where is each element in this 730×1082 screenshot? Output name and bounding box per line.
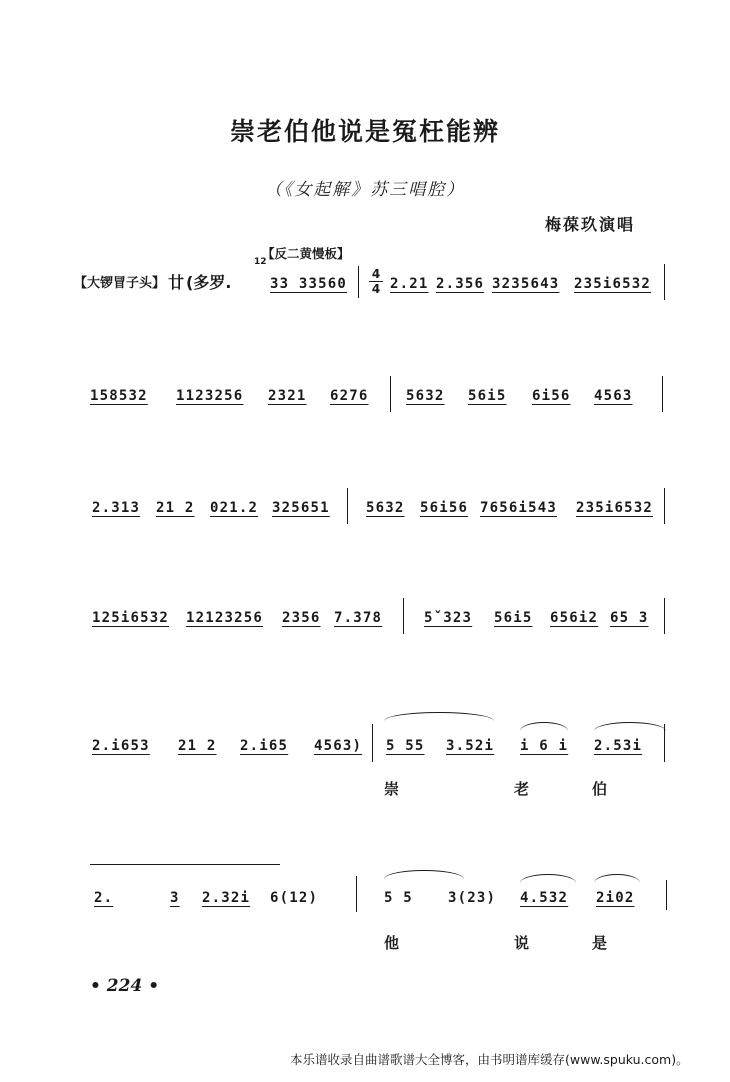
lyric: 说	[514, 934, 530, 952]
note-group: 2.i653	[92, 738, 150, 754]
note-group: 5ˇ323	[424, 610, 473, 626]
note-group: 2.356	[436, 276, 485, 292]
note-group: 3235643	[492, 276, 560, 292]
note-group: 2.313	[92, 500, 141, 516]
note-group: 2.53i	[594, 738, 643, 754]
mode-label: 【反二黄慢板】	[262, 246, 350, 261]
slur	[520, 722, 568, 731]
tie-line	[90, 864, 280, 865]
lyric: 是	[592, 934, 608, 952]
note-group: 4563	[594, 388, 633, 404]
note-group: 235i6532	[576, 500, 654, 516]
song-subtitle: （《女起解》苏三唱腔）	[264, 180, 466, 200]
note-group: 2321	[268, 388, 307, 404]
lyric: 崇	[384, 780, 400, 798]
grace-note: 12	[254, 257, 267, 267]
note-group: 4.532	[520, 890, 569, 906]
barline	[390, 376, 391, 412]
note-group: 2.32i	[202, 890, 251, 906]
note-group: 158532	[90, 388, 148, 404]
lyric: 老	[514, 780, 530, 798]
note-group: 3(23)	[448, 890, 497, 906]
barline	[664, 488, 665, 524]
note-group: 125i6532	[92, 610, 170, 626]
barline	[356, 876, 357, 912]
note-group: 65 3	[610, 610, 649, 626]
time-signature-top: 4	[371, 267, 381, 281]
note-group: 56i5	[494, 610, 533, 626]
note-group: 7.378	[334, 610, 383, 626]
page-number: • 224 •	[90, 976, 160, 996]
barline	[664, 724, 665, 762]
note-group: 6(12)	[270, 890, 319, 906]
barline	[372, 724, 373, 762]
percussion-cue: 【大锣冒子头】	[74, 276, 166, 291]
barline	[664, 598, 665, 634]
slur	[594, 722, 666, 731]
time-signature	[369, 268, 383, 295]
performer-credit: 梅葆玖演唱	[545, 215, 636, 234]
note-group: 5632	[366, 500, 405, 516]
barline	[358, 266, 359, 298]
note-group: 6i56	[532, 388, 571, 404]
free-meter-glyph: 廿	[168, 273, 185, 292]
intro-notes: 33 33560	[270, 276, 348, 292]
barline	[664, 264, 665, 300]
note-group: 3	[170, 890, 180, 906]
note-group: 2.	[94, 890, 114, 906]
free-meter-sign	[168, 270, 231, 293]
slur	[594, 874, 640, 883]
note-group: 3.52i	[446, 738, 495, 754]
note-group: 5 5	[384, 890, 413, 906]
note-group: 1123256	[176, 388, 244, 404]
barline	[666, 880, 667, 910]
source-footer: 本乐谱收录自曲谱歌谱大全博客，由书明谱库缓存(www.spuku.com)。	[290, 1052, 689, 1067]
note-group: 325651	[272, 500, 330, 516]
note-group: 2.i65	[240, 738, 289, 754]
note-group: 6276	[330, 388, 369, 404]
note-group: i 6 i	[520, 738, 569, 754]
note-group: 2.21	[390, 276, 429, 292]
note-group: 21 2	[156, 500, 195, 516]
note-group: 5 55	[386, 738, 425, 754]
song-title: 崇老伯他说是冤枉能辨	[229, 117, 500, 146]
note-group: 2i02	[596, 890, 635, 906]
time-signature-bottom: 4	[371, 282, 381, 296]
note-group: 21 2	[178, 738, 217, 754]
note-group: 56i56	[420, 500, 469, 516]
note-group: 235i6532	[574, 276, 652, 292]
note-group: 021.2	[210, 500, 259, 516]
lyric: 他	[384, 934, 400, 952]
barline	[662, 376, 663, 412]
barline	[403, 598, 404, 634]
note-group: 656i2	[550, 610, 599, 626]
slur	[520, 874, 576, 883]
intro-syllables: (多罗.	[186, 273, 232, 292]
note-group: 4563)	[314, 738, 363, 754]
lyric: 伯	[592, 780, 608, 798]
slur	[384, 712, 494, 721]
barline	[347, 488, 348, 524]
note-group: 12123256	[186, 610, 264, 626]
note-group: 5632	[406, 388, 445, 404]
note-group: 56i5	[468, 388, 507, 404]
note-group: 7656i543	[480, 500, 558, 516]
note-group: 2356	[282, 610, 321, 626]
slur	[384, 870, 464, 879]
